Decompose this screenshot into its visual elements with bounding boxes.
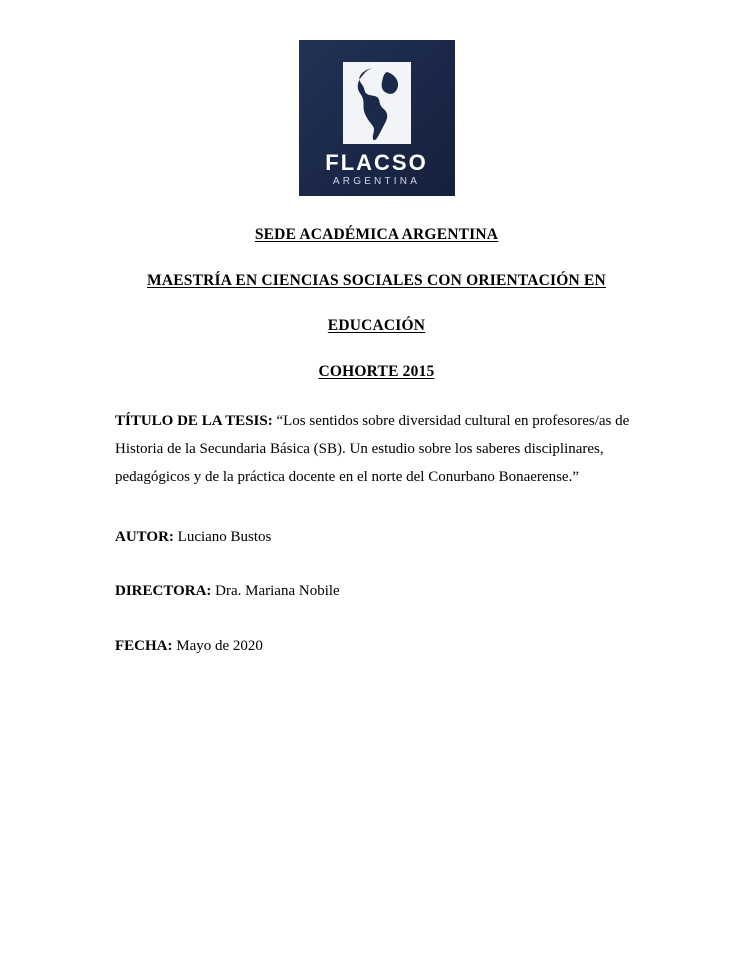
author-value: Luciano Bustos: [173, 528, 272, 545]
thesis-title-label: TÍTULO DE LA TESIS:: [115, 413, 273, 430]
date-value: Mayo de 2020: [172, 638, 263, 655]
headings-block: [0, 226, 753, 381]
heading-maestria: [0, 272, 753, 291]
heading-cohorte: [0, 363, 753, 382]
heading-maestria-text: MAESTRÍA EN CIENCIAS SOCIALES CON ORIENTACIÓN EN: [147, 271, 606, 289]
director-value: Dra. Mariana Nobile: [211, 583, 340, 600]
heading-educacion: [0, 317, 753, 336]
thesis-title-row: [115, 408, 638, 491]
director-label: DIRECTORA:: [115, 583, 212, 600]
latin-america-map-icon: [343, 62, 411, 144]
heading-sede-text: SEDE ACADÉMICA ARGENTINA: [254, 226, 499, 243]
logo-brand-text: FLACSO: [325, 150, 428, 175]
flacso-logo: [299, 40, 455, 196]
heading-educacion-text: EDUCACIÓN: [327, 317, 426, 335]
author-label: AUTOR:: [115, 528, 174, 545]
director-row: [115, 578, 638, 606]
metadata-block: [115, 408, 638, 661]
author-row: [115, 524, 638, 552]
thesis-title-value: “Los sentidos sobre diversidad cultural en profesores/as de Historia de la Secundaria Básica (SB). Un estudio sobre los saberes disciplinares, pedagógicos y de la práctica docente en el norte del Conurbano Bonaerense.”: [115, 413, 630, 485]
date-label: FECHA:: [115, 638, 173, 655]
heading-cohorte-text: COHORTE 2015: [318, 362, 435, 380]
logo-container: [0, 0, 753, 196]
date-row: [115, 633, 638, 661]
heading-sede: [0, 226, 753, 245]
logo-country-text: ARGENTINA: [332, 176, 421, 187]
